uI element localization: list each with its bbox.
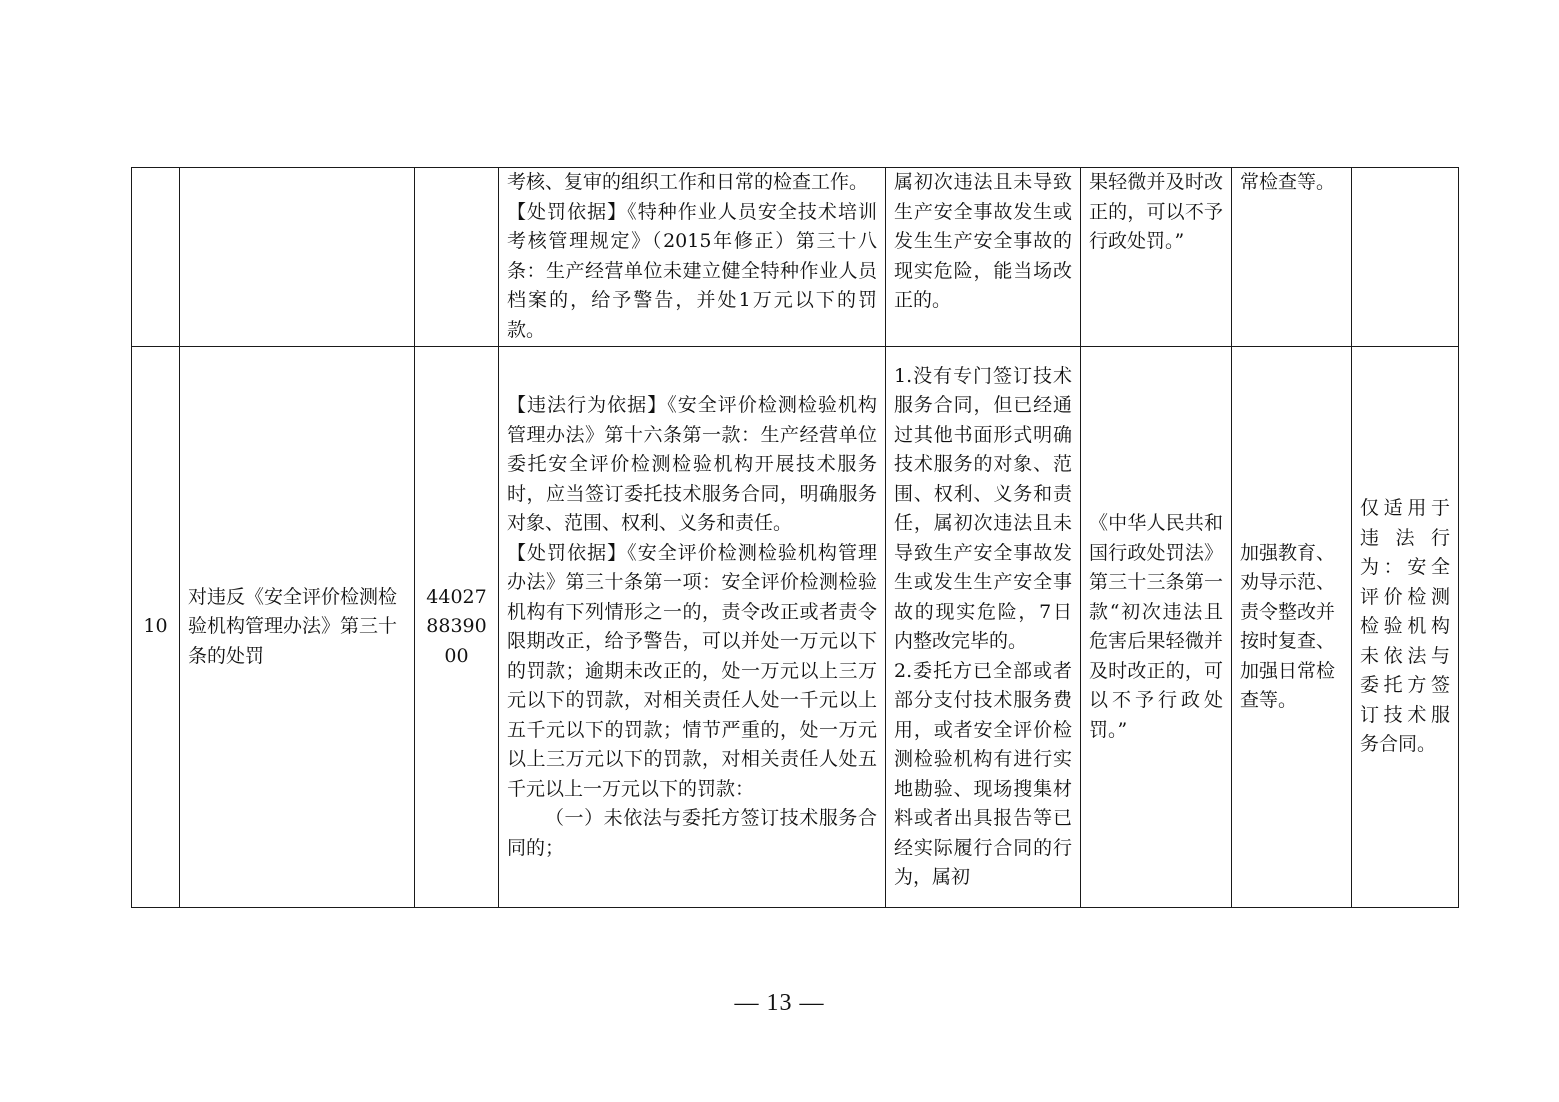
measures-cell: 常检查等。 [1232,168,1352,347]
note-cell: 仅适用于违法行为：安全评价检测检验机构未依法与委托方签订技术服务合同。 [1352,347,1459,908]
basis-paragraph: 【违法行为依据】《安全评价检测检验机构管理办法》第十六条第一款：生产经营单位委托安全评价检测检验机构开展技术服务时，应当签订委托技术服务合同，明确服务对象、范围、权利、义务和责任。 [507,394,877,534]
basis-paragraph: 【处罚依据】《特种作业人员安全技术培训考核管理规定》（2015年修正）第三十八条：生产经营单位未建立健全特种作业人员档案的，给予警告，并处1万元以下的罚款。 [507,200,877,341]
legal-reference-cell: 果轻微并及时改正的，可以不予行政处罚。” [1081,168,1232,347]
basis-paragraph: （一）未依法与委托方签订技术服务合同的； [507,807,877,859]
basis-cell [499,347,886,908]
legal-reference-cell: 《中华人民共和国行政处罚法》第三十三条第一款“初次违法且危害后果轻微并及时改正的，可以不予行政处罚。” [1081,347,1232,908]
condition-paragraph: 1.没有专门签订技术服务合同，但已经通过其他书面形式明确技术服务的对象、范围、权利、义务和责任，属初次违法且未导致生产安全事故发生或发生生产安全事故的现实危险，7日内整改完毕的。 [894,364,1072,652]
seq-cell: 10 [132,347,180,908]
seq-cell [132,168,180,347]
measures-cell: 加强教育、劝导示范、责令整改并按时复查、加强日常检查等。 [1232,347,1352,908]
basis-paragraph: 考核、复审的组织工作和日常的检查工作。 [507,171,869,193]
basis-cell [499,168,886,347]
penalty-discretion-table [131,167,1459,908]
code-cell: 440278839000 [415,347,499,908]
page-number: — 13 — [734,990,825,1016]
table-row [132,168,1459,347]
condition-paragraph: 2.委托方已全部或者部分支付技术服务费用，或者安全评价检测检验机构有进行实地勘验、现场搜集材料或者出具报告等已经实际履行合同的行为，属初 [894,659,1072,888]
condition-cell [886,347,1081,908]
table-row [132,347,1459,908]
code-cell [415,168,499,347]
basis-paragraph: 【处罚依据】《安全评价检测检验机构管理办法》第三十条第一项：安全评价检测检验机构有下列情形之一的，责令改正或者责令限期改正，给予警告，可以并处一万元以下的罚款；逾期未改正的，处一万元以上三万元以下的罚款，对相关责任人处一千元以上五千元以下的罚款；情节严重的，处一万元以上三万元以下的罚款，对相关责任人处五千元以上一万元以下的罚款： [507,541,877,800]
item-cell: 对违反《安全评价检测检验机构管理办法》第三十条的处罚 [180,347,415,908]
item-cell [180,168,415,347]
condition-cell: 属初次违法且未导致生产安全事故发生或发生生产安全事故的现实危险，能当场改正的。 [886,168,1081,347]
note-cell [1352,168,1459,347]
